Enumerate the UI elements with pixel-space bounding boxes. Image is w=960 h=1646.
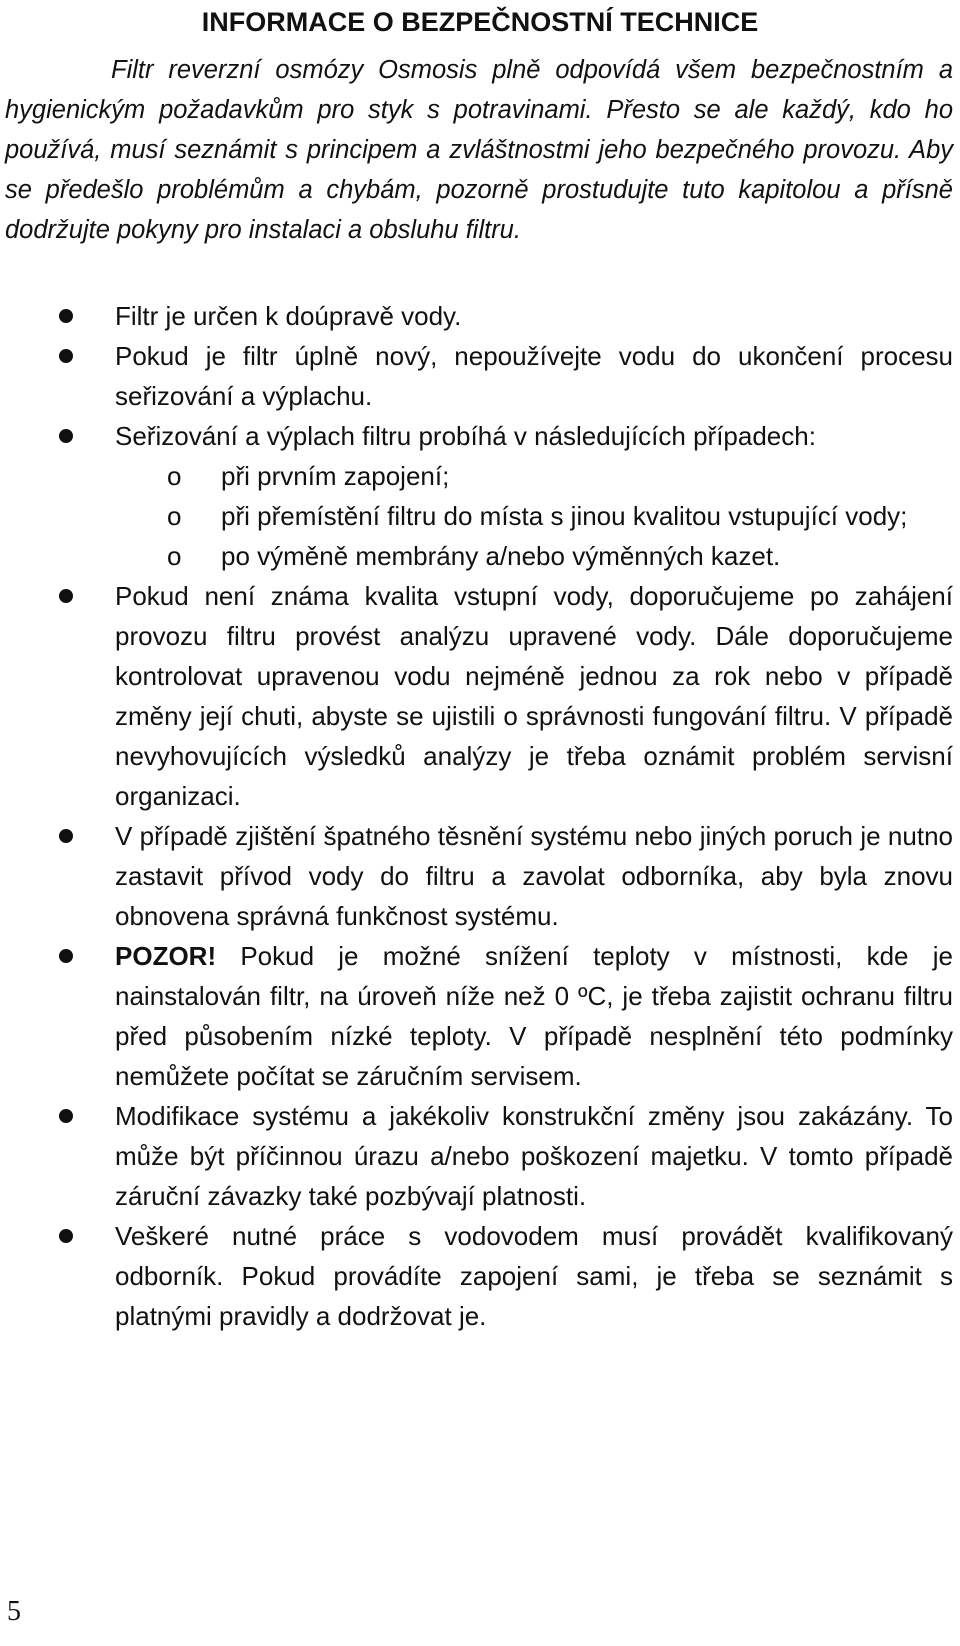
sub-list-item-text: při prvním zapojení; (221, 461, 450, 491)
list-item-text: Seřizování a výplach filtru probíhá v následujících případech: (115, 421, 816, 451)
bullet-icon (59, 1229, 73, 1243)
list-item (5, 816, 953, 936)
list-item (5, 336, 953, 416)
bullet-icon (59, 589, 73, 603)
sub-list-item (5, 536, 951, 576)
list-item-text: Modifikace systému a jakékoliv konstrukční změny jsou zakázány. To může být příčinnou úrazu a/nebo poškození majetku. V tomto případě záruční závazky také pozbývají platnosti. (115, 1101, 953, 1211)
list-item-text: Veškeré nutné práce s vodovodem musí provádět kvalifikovaný odborník. Pokud provádíte zapojení sami, je třeba se seznámit s platnými pravidly a dodržovat je. (115, 1221, 953, 1331)
list-item-text: Filtr je určen k doúpravě vody. (115, 301, 462, 331)
list-item (5, 1216, 953, 1336)
sub-list-item (5, 496, 951, 536)
sub-list-item-text: při přemístění filtru do místa s jinou kvalitou vstupující vody; (221, 501, 908, 531)
list-item-text: Pokud je filtr úplně nový, nepoužívejte vodu do ukončení procesu seřizování a výplachu. (115, 341, 953, 411)
sub-list-item (5, 456, 951, 496)
bullet-icon (59, 829, 73, 843)
intro-paragraph (5, 50, 953, 250)
safety-list (5, 296, 955, 1336)
intro-text: Filtr reverzní osmózy Osmosis plně odpovídá všem bezpečnostním a hygienickým požadavkům pro styk s potravinami. Přesto se ale každý, kdo ho používá, musí seznámit s principem a zvláštnostmi jeho bezpečného provozu. Aby se předešlo problémům a chybám, pozorně prostudujte tuto kapitolou a přísně dodržujte pokyny pro instalaci a obsluhu filtru. (5, 56, 953, 244)
document-page (5, 0, 955, 1646)
sub-list (115, 456, 953, 576)
page-number: 5 (7, 1596, 21, 1627)
list-item (5, 576, 953, 816)
bullet-icon (59, 349, 73, 363)
list-item-text: Pokud není známa kvalita vstupní vody, doporučujeme po zahájení provozu filtru provést analýzu upravené vody. Dále doporučujeme kontrolovat upravenou vodu nejméně jednou za rok nebo v případě změny její chuti, abyste se ujistili o správnosti fungování filtru. V případě nevyhovujících výsledků analýzy je třeba oznámit problém servisní organizaci. (115, 581, 953, 811)
list-item (5, 936, 953, 1096)
bullet-icon (59, 309, 73, 323)
sub-list-item-text: po výměně membrány a/nebo výměnných kazet. (221, 541, 781, 571)
bullet-icon (59, 1109, 73, 1123)
circle-bullet-icon: o (167, 461, 182, 491)
list-item-text: V případě zjištění špatného těsnění systému nebo jiných poruch je nutno zastavit přívod vody do filtru a zavolat odborníka, aby byla znovu obnovena správná funkčnost systému. (115, 821, 953, 931)
list-item-text: Pokud je možné snížení teploty v místnosti, kde je nainstalován filtr, na úroveň níže než 0 ºC, je třeba zajistit ochranu filtru před působením nízké teploty. V případě nesplnění této podmínky nemůžete počítat se záručním servisem. (115, 941, 953, 1091)
page-title: INFORMACE O BEZPEČNOSTNÍ TECHNICE (201, 7, 759, 37)
bullet-icon (59, 429, 73, 443)
list-item (5, 416, 953, 576)
list-item (5, 296, 953, 336)
circle-bullet-icon: o (167, 501, 182, 531)
list-item (5, 1096, 953, 1216)
bullet-icon (59, 949, 73, 963)
circle-bullet-icon: o (167, 541, 182, 571)
warning-label: POZOR! (115, 941, 217, 971)
